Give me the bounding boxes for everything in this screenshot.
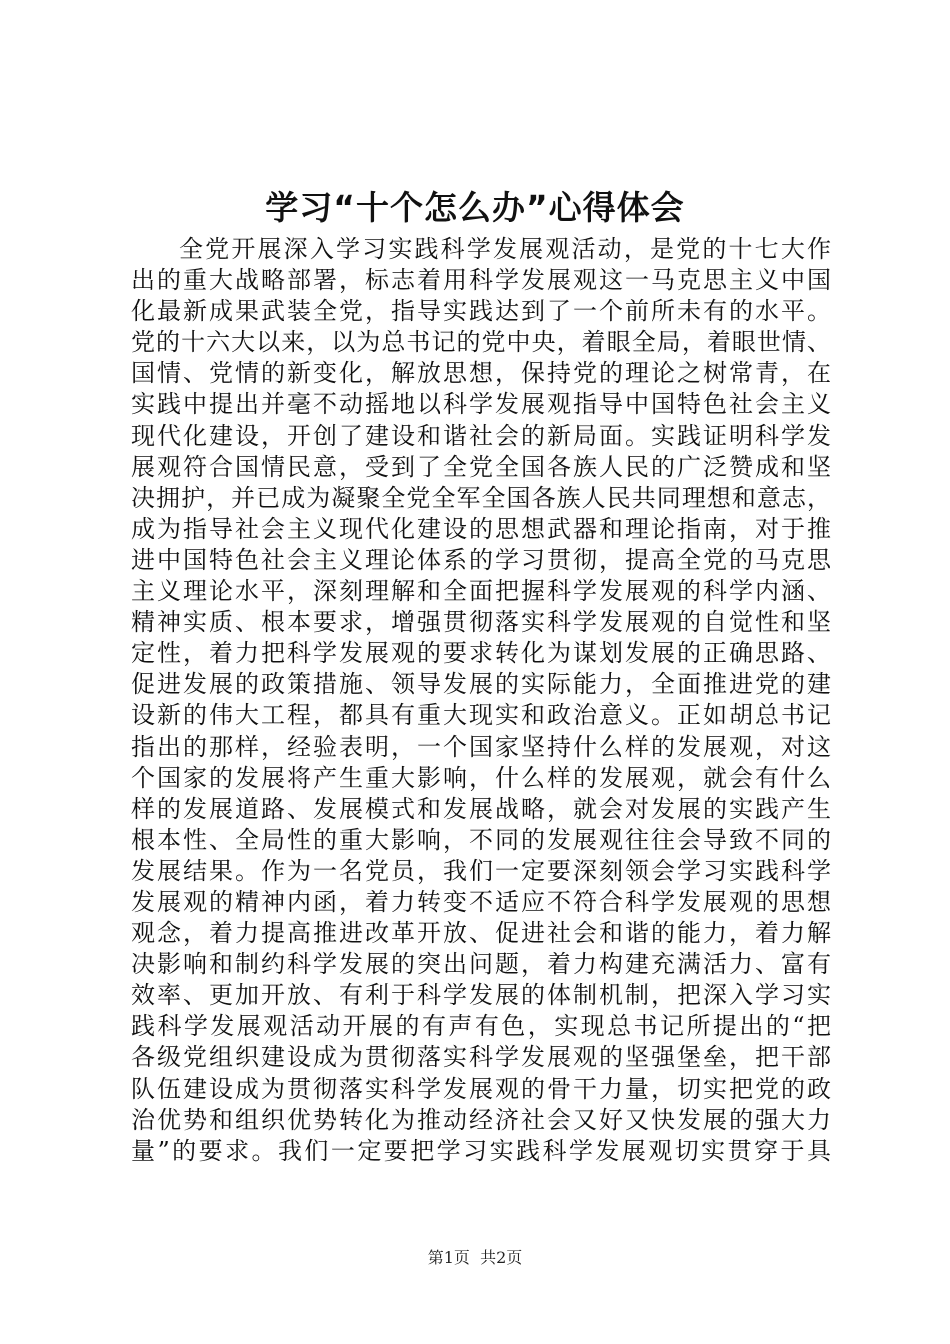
paragraph-line: 践科学发展观活动开展的有声有色，实现总书记所提出的“把 (131, 1012, 831, 1041)
paragraph-line: 全党开展深入学习实践科学发展观活动，是党的十七大作 (179, 235, 831, 263)
paragraph-line: 样的发展道路、发展模式和发展战略，就会对发展的实践产生 (131, 794, 831, 823)
page-footer (0, 1246, 950, 1270)
paragraph-line: 现代化建设，开创了建设和谐社会的新局面。实践证明科学发 (131, 421, 831, 450)
page-number: 第1页 (427, 1248, 470, 1267)
paragraph-line: 效率、更加开放、有利于科学发展的体制机制，把深入学习实 (131, 981, 831, 1010)
paragraph-line: 各级党组织建设成为贯彻落实科学发展观的坚强堡垒，把干部 (131, 1043, 831, 1072)
paragraph-line: 化最新成果武装全党，指导实践达到了一个前所未有的水平。 (131, 297, 831, 326)
paragraph-line: 展观符合国情民意，受到了全党全国各族人民的广泛赞成和坚 (131, 452, 831, 481)
paragraph-line: 个国家的发展将产生重大影响，什么样的发展观，就会有什么 (131, 763, 831, 792)
paragraph-line: 定性，着力把科学发展观的要求转化为谋划发展的正确思路、 (131, 639, 831, 668)
document-body (131, 234, 831, 1167)
paragraph-line: 党的十六大以来，以为总书记的党中央，着眼全局，着眼世情、 (131, 328, 831, 357)
paragraph-line: 发展观的精神内函，着力转变不适应不符合科学发展观的思想 (131, 887, 831, 916)
paragraph-line: 决拥护，并已成为凝聚全党全军全国各族人民共同理想和意志， (131, 483, 831, 512)
paragraph-line: 实践中提出并毫不动摇地以科学发展观指导中国特色社会主义 (131, 390, 831, 419)
paragraph-line: 指出的那样，经验表明，一个国家坚持什么样的发展观，对这 (131, 732, 831, 761)
paragraph-line: 国情、党情的新变化，解放思想，保持党的理论之树常青，在 (131, 359, 831, 388)
paragraph-line: 观念，着力提高推进改革开放、促进社会和谐的能力，着力解 (131, 919, 831, 948)
paragraph-line: 决影响和制约科学发展的突出问题，着力构建充满活力、富有 (131, 950, 831, 979)
paragraph-line: 成为指导社会主义现代化建设的思想武器和理论指南，对于推 (131, 514, 831, 543)
footer-separator (470, 1248, 480, 1267)
paragraph-line: 治优势和组织优势转化为推动经济社会又好又快发展的强大力 (131, 1105, 831, 1134)
paragraph-line: 队伍建设成为贯彻落实科学发展观的骨干力量，切实把党的政 (131, 1074, 831, 1103)
paragraph-line: 设新的伟大工程，都具有重大现实和政治意义。正如胡总书记 (131, 701, 831, 730)
paragraph-line: 发展结果。作为一名党员，我们一定要深刻领会学习实践科学 (131, 856, 831, 885)
paragraph-line: 精神实质、根本要求，增强贯彻落实科学发展观的自觉性和坚 (131, 608, 831, 637)
paragraph-line: 主义理论水平，深刻理解和全面把握科学发展观的科学内涵、 (131, 577, 831, 606)
paragraph-line: 出的重大战略部署，标志着用科学发展观这一马克思主义中国 (131, 266, 831, 295)
paragraph-line: 进中国特色社会主义理论体系的学习贯彻，提高全党的马克思 (131, 545, 831, 574)
paragraph-line: 量”的要求。我们一定要把学习实践科学发展观切实贯穿于具 (131, 1136, 831, 1165)
document-title: 学习“十个怎么办”心得体会 (265, 188, 685, 227)
paragraph-line: 促进发展的政策措施、领导发展的实际能力，全面推进党的建 (131, 670, 831, 699)
page-total: 共2页 (480, 1248, 523, 1267)
paragraph-line: 根本性、全局性的重大影响，不同的发展观往往会导致不同的 (131, 825, 831, 854)
